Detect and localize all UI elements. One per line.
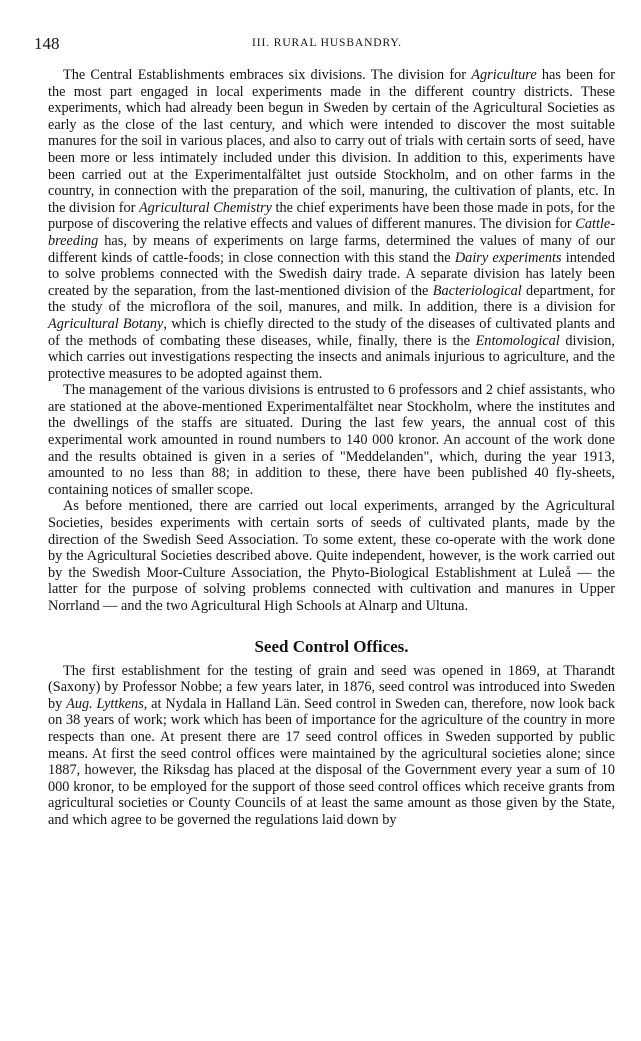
section-heading: Seed Control Offices. (254, 636, 409, 656)
term-bacteriological: Bacteriological (432, 282, 522, 299)
page-number: 148 (34, 34, 60, 53)
term-agriculture: Agriculture (471, 67, 537, 83)
term-dairy-experiments: Dairy experiments (454, 249, 562, 266)
paragraph-management: The management of the various divisions is entrusted to 6 professors and 2 chief assistants, who are stationed at the above-mentioned Experimentalfältet near Stockholm, where the institutes and the dwellings of the staffs are situated. During the last few years, the annual cost of this experimental work amounted in round numbers to 140 000 kronor. An account of the work done and the results obtained is given in a series of "Meddelanden", which, during the year 1913, amounted to no less than 88; in addition to these, there have been published 40 fly-sheets, containing notices of smaller scope. (48, 382, 615, 498)
page-body (48, 67, 615, 829)
name-aug-lyttkens: Aug. Lyttkens (66, 695, 144, 712)
paragraph-local-experiments: As before mentioned, there are carried out local experiments, arranged by the Agricultural Societies, besides experiments with certain sorts of seeds of cultivated plants, made by the direction of the Swedish Seed Association. To some extent, these co-operate with the work done by the Agricultural Societies described above. Quite independent, however, is the work carried out by the Swedish Moor-Culture Association, the Phyto-Biological Establishment at Luleå — the latter for the purpose of solving problems connected with cultivation and manures in Upper Norrland — and the two Agricultural High Schools at Alnarp and Ultuna. (48, 498, 615, 614)
page-header (34, 34, 620, 54)
paragraph-divisions: The Central Establishments embraces six divisions. The division for Agriculture has been for the most part engaged in local experiments made in the different country districts. These experiments, which had already been begun in Sweden by certain of the Agricultural Societies as early as the close of the last century, and which were intended to discover the most suitable manures for the soil in various places, and also to carry out of trials with certain sorts of seed, have been more or less intimately included under this division. In addition to this, experiments have been carried out at the Experimentalfältet just outside Stockholm, and on other farms in the country, in connection with the preparation of the soil, manuring, the cultivation of plants, etc. In the division for Agricultural Chemistry the chief experiments have been those made in pots, for the purpose of discovering the relative effects and values of different manures. The division for Cattle-breeding has, by means of experiments on large farms, determined the values of many of our different kinds of cattle-foods; in close connection with this stand the Dairy experiments intended to solve problems connected with the Swedish dairy trade. A separate division has lately been created by the separation, from the last-mentioned division of the Bacteriological department, for the study of the microflora of the soil, manures, and milk. In addition, there is a division for Agricultural Botany, which is chiefly directed to the study of the diseases of cultivated plants and of the methods of combating these diseases, while, finally, there is the Entomological division, which carries out investigations respecting the insects and animals injurious to agriculture, and the protective measures to be adopted against them. (48, 67, 616, 382)
term-agricultural-botany: Agricultural Botany (48, 315, 164, 332)
paragraph-seed-control: The first establishment for the testing of grain and seed was opened in 1869, at Tharandt (Saxony) by Professor Nobbe; a few years later, in 1876, seed control was introduced into Sweden by Aug. Lyttkens, at Nydala in Halland Län. Seed control in Sweden can, therefore, now look back on 38 years of work; work which has been of importance for the agriculture of the country in more respects than one. At present there are 17 seed control offices in Sweden supported by public means. At first the seed control offices were maintained by the agricultural societies alone; since 1887, however, the Riksdag has placed at the disposal of the Government every year a sum of 10 000 kronor, to be employed for the support of those seed control offices which receive grants from agricultural societies or County Councils of at least the same amount as those given by the State, and which agree to be governed the regulations laid down by (48, 662, 615, 828)
running-head: III. RURAL HUSBANDRY. (252, 37, 402, 49)
term-entomological: Entomological (475, 332, 560, 349)
term-cattle-breeding: Cattle-breeding (48, 216, 615, 249)
term-agricultural-chemistry: Agricultural Chemistry (138, 199, 272, 216)
